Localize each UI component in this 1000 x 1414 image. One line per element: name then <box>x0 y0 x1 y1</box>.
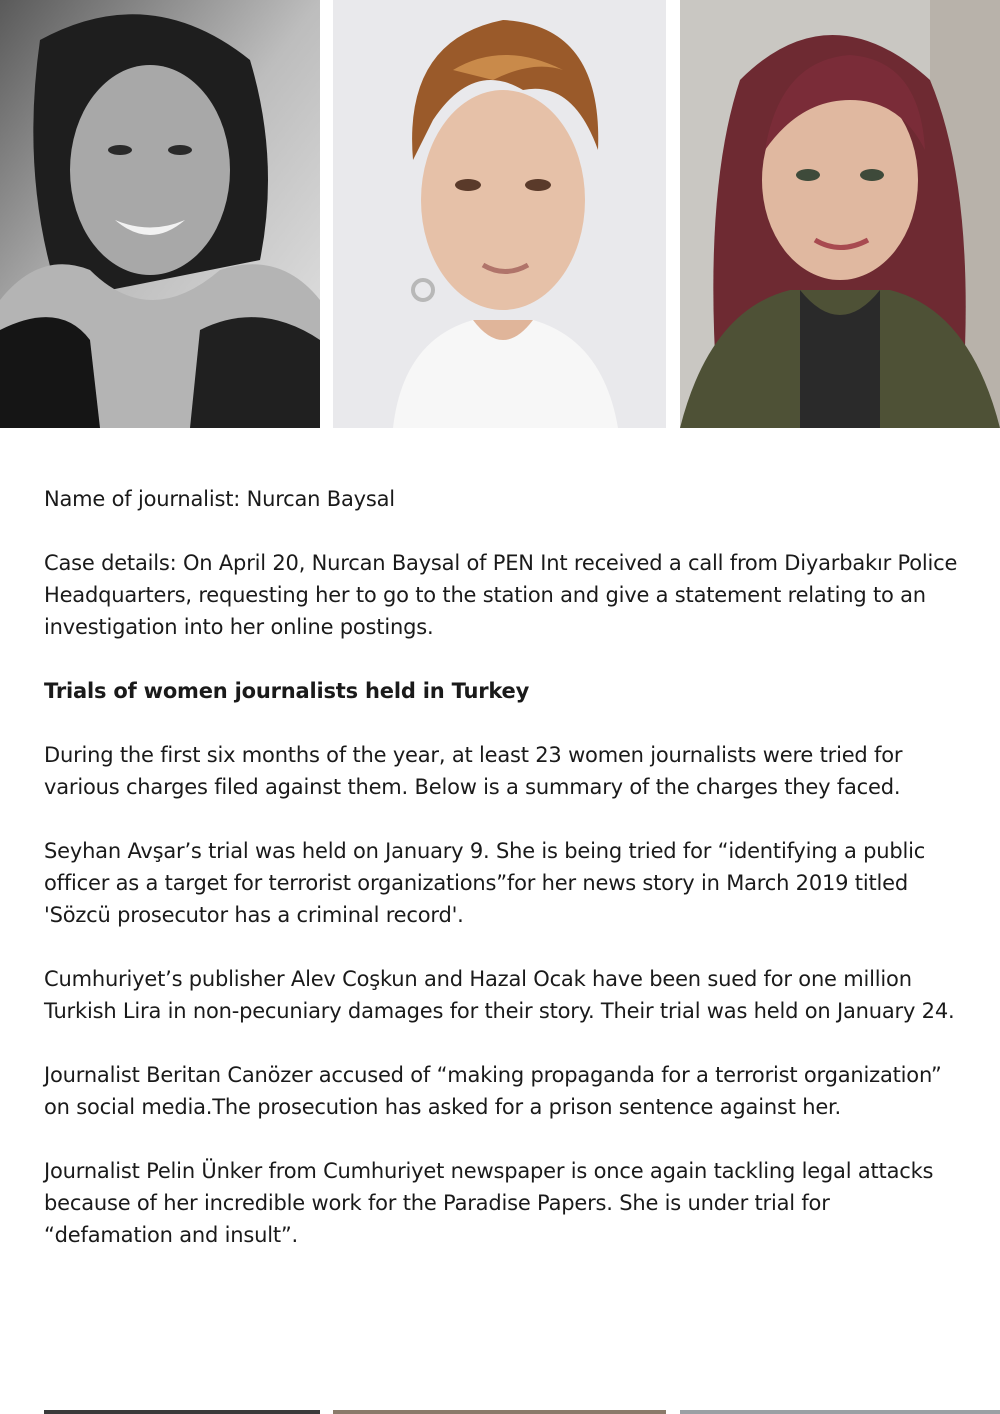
paragraph-coskun: Cumhuriyet’s publisher Alev Coşkun and Hazal Ocak have been sued for one million Turkish Lira in non-pecuniary damages for their story. Their trial was held on January 24. <box>44 967 955 1023</box>
paragraph-unker: Journalist Pelin Ünker from Cumhuriyet newspaper is once again tackling legal attacks because of her incredible work for the Paradise Papers. She is under trial for “defamation and insult”. <box>44 1159 934 1247</box>
case-details: Case details: On April 20, Nurcan Baysal of PEN Int received a call from Diyarbakır Police Headquarters, requesting her to go to the station and give a statement relating to an investigation into her online postings. <box>44 551 958 639</box>
article-body <box>44 483 964 1283</box>
next-photo-row-edge <box>0 1408 1000 1414</box>
paragraph-avsar: Seyhan Avşar’s trial was held on January 9. She is being tried for “identifying a public officer as a target for terrorist organizations”for her news story in March 2019 titled 'Sözcü prosecutor has a criminal record'. <box>44 839 926 927</box>
journalist-photo-3 <box>680 0 1000 428</box>
journalist-photo-2 <box>333 0 666 428</box>
journalist-photo-1 <box>0 0 320 428</box>
paragraph-canozer: Journalist Beritan Canözer accused of “making propaganda for a terrorist organization” on social media.The prosecution has asked for a prison sentence against her. <box>44 1063 942 1119</box>
journalist-name-line: Name of journalist: Nurcan Baysal <box>44 487 395 511</box>
next-photo-edge-1 <box>44 1410 320 1414</box>
section-heading: Trials of women journalists held in Turkey <box>44 679 530 703</box>
intro-paragraph: During the first six months of the year, at least 23 women journalists were tried for various charges filed against them. Below is a summary of the charges they faced. <box>44 743 903 799</box>
next-photo-edge-3 <box>680 1410 1000 1414</box>
photo-row <box>0 0 1000 428</box>
next-photo-edge-2 <box>333 1410 666 1414</box>
